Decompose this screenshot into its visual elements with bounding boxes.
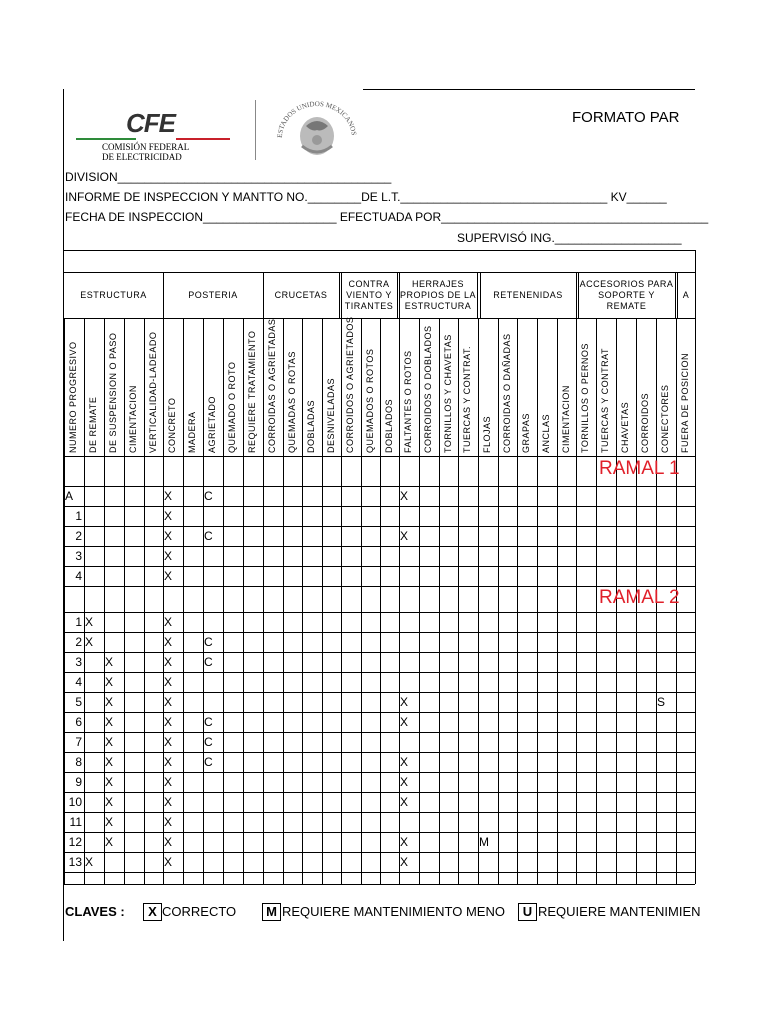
column-header: FALTANTES O ROTOS: [403, 350, 413, 453]
column-separator: [576, 318, 577, 884]
table-row-line: [63, 526, 695, 527]
column-separator: [283, 318, 284, 884]
fecha-field: FECHA DE INSPECCION____________________ EFECTUADA POR________________________________________: [65, 210, 709, 224]
column-separator: [458, 318, 459, 884]
table-cell: X: [105, 755, 114, 769]
row-number: A: [65, 489, 74, 503]
cfe-logo: [76, 104, 246, 164]
table-cell: X: [164, 855, 173, 869]
row-number: 5: [75, 695, 82, 709]
column-header: TORNILLOS O PERNOS: [580, 343, 590, 453]
clave-u-text: REQUIERE MANTENIMIEN: [538, 904, 701, 919]
column-separator: [439, 318, 440, 884]
clave-x-text: CORRECTO: [162, 904, 237, 919]
row-number: 2: [75, 529, 82, 543]
table-cell: X: [164, 655, 173, 669]
ramal1-row-top: [63, 486, 695, 487]
column-separator: [596, 318, 597, 884]
table-row-line: [63, 772, 695, 773]
column-header: CONECTORES: [660, 384, 670, 453]
table-cell: X: [105, 835, 114, 849]
table-row-line: [63, 632, 695, 633]
column-header: CORROIDOS O AGRIETADOS: [345, 316, 355, 453]
row-number: 10: [68, 795, 82, 809]
table-cell: X: [105, 815, 114, 829]
group-separator: [477, 272, 478, 318]
table-cell: X: [164, 735, 173, 749]
column-header: DE SUSPENSION O PASO: [108, 332, 118, 453]
group-next: A: [682, 289, 690, 300]
column-separator: [380, 318, 381, 884]
group-posteria: POSTERIA: [188, 289, 238, 300]
column-separator: [302, 318, 303, 884]
clave-u-box: U: [518, 903, 537, 921]
table-row-line: [63, 852, 695, 853]
column-separator: [361, 318, 362, 884]
row-number: 4: [75, 675, 82, 689]
column-separator: [557, 318, 558, 884]
national-seal: [272, 96, 362, 166]
table-cell: X: [400, 775, 409, 789]
row-number: 1: [75, 615, 82, 629]
clave-x-box: X: [143, 903, 162, 921]
column-header: AGRIETADO: [207, 396, 217, 453]
column-separator: [517, 318, 518, 884]
table-cell: C: [204, 635, 213, 649]
column-header: QUEMADAS O ROTAS: [287, 351, 297, 453]
table-row-line: [63, 712, 695, 713]
table-cell: X: [164, 569, 173, 583]
row-number: 13: [68, 855, 82, 869]
column-header: DESNIVELADAS: [326, 377, 336, 453]
table-cell: C: [204, 529, 213, 543]
row-number: 6: [75, 715, 82, 729]
column-header: CORROIDAS O DAÑADAS: [502, 333, 512, 453]
ramal2-row-top: [63, 612, 695, 613]
column-separator: [84, 318, 85, 884]
division-field: DIVISION_________________________________________: [65, 170, 392, 184]
column-header: CORROIDOS O DOBLADOS: [423, 325, 433, 453]
claves-label: CLAVES :: [65, 904, 125, 919]
table-cell: X: [105, 695, 114, 709]
cfe-logo-line2: DE ELECTRICIDAD: [102, 152, 182, 162]
column-header: DE REMATE: [88, 396, 98, 453]
table-cell: X: [400, 529, 409, 543]
column-header: GRAPAS: [521, 413, 531, 453]
table-cell: X: [400, 855, 409, 869]
row-number: 3: [75, 549, 82, 563]
logo-divider: [255, 100, 256, 160]
informe-field: INFORME DE INSPECCION Y MANTTO NO.________DE L.T._______________________________ KV______: [65, 190, 667, 204]
table-cell: X: [164, 755, 173, 769]
table-row-line: [63, 672, 695, 673]
table-cell: X: [105, 675, 114, 689]
column-separator: [341, 318, 342, 884]
cfe-logo-stripe-red: [176, 138, 230, 140]
group-retenidas: RETENENIDAS: [493, 289, 563, 300]
table-cell: X: [164, 815, 173, 829]
table-cell: X: [164, 529, 173, 543]
table-cell: X: [105, 795, 114, 809]
ramal-2-label: RAMAL 2: [599, 587, 680, 608]
column-separator: [537, 318, 538, 884]
column-separator: [223, 318, 224, 884]
column-header: CORROIDAS O AGRIETADAS: [267, 318, 277, 453]
cfe-logo-line1: COMISIÓN FEDERAL: [102, 142, 190, 152]
column-header: TUERCAS Y CONTRAT: [600, 347, 610, 453]
group-separator: [675, 272, 676, 318]
row-number: 11: [69, 815, 82, 829]
table-cell: X: [164, 715, 173, 729]
table-cell: X: [164, 615, 173, 629]
column-header: REQUIERE TRATAMIENTO: [247, 330, 257, 453]
column-header: DOBLADOS: [384, 398, 394, 453]
column-header: CHAVETAS: [620, 401, 630, 453]
table-cell: X: [164, 675, 173, 689]
group-separator: [397, 272, 398, 318]
table-row-line: [63, 812, 695, 813]
row-number: 7: [75, 735, 82, 749]
column-header: QUEMADOS O ROTOS: [365, 348, 375, 453]
table-row-line: [63, 832, 695, 833]
table-cell: X: [164, 549, 173, 563]
group-contra: CONTRA VIENTO Y TIRANTES: [344, 278, 394, 311]
header-divider-top: [63, 250, 695, 251]
page-title: FORMATO PAR: [572, 109, 680, 126]
column-header: VERTICALIDAD-LADEADO: [148, 331, 158, 453]
column-separator: [695, 318, 696, 884]
table-cell: C: [204, 489, 213, 503]
table-cell: X: [400, 695, 409, 709]
table-cell: C: [204, 755, 213, 769]
column-header: FLOJAS: [482, 415, 492, 453]
column-separator: [419, 318, 420, 884]
top-border: [363, 89, 695, 90]
table-row-line: [63, 752, 695, 753]
group-separator: [576, 272, 577, 318]
cfe-logo-stripe-green: [76, 138, 136, 140]
row-number: 4: [75, 569, 82, 583]
group-separator: [339, 272, 340, 318]
row-number: 8: [75, 755, 82, 769]
column-separator: [322, 318, 323, 884]
row-number: 9: [75, 775, 82, 789]
cfe-logo-text: CFE: [126, 108, 175, 138]
column-separator: [124, 318, 125, 884]
column-header: CIMENTACION: [561, 385, 571, 453]
superviso-field: SUPERVISÓ ING.___________________: [457, 231, 682, 245]
table-cell: X: [400, 835, 409, 849]
table-cell: S: [657, 695, 666, 709]
group-accesorios: ACCESORIOS PARA SOPORTE Y REMATE: [579, 278, 674, 311]
column-header: DOBLADAS: [306, 399, 316, 453]
column-header: NUMERO PROGRESIVO: [68, 341, 78, 453]
column-header-bottom: [63, 456, 695, 457]
table-row-line: [63, 652, 695, 653]
column-separator: [498, 318, 499, 884]
column-header: FUERA DE POSICION: [680, 352, 690, 453]
table-row-line: [63, 506, 695, 507]
table-row-line: [63, 792, 695, 793]
table-cell: M: [479, 835, 489, 849]
row-number: 2: [75, 635, 82, 649]
column-separator: [183, 318, 184, 884]
table-cell: C: [204, 735, 213, 749]
table-row-line: [63, 546, 695, 547]
table-cell: X: [105, 655, 114, 669]
table-cell: C: [204, 655, 213, 669]
table-cell: C: [204, 715, 213, 729]
table-cell: X: [105, 715, 114, 729]
column-header: CONCRETO: [167, 397, 177, 453]
table-cell: X: [85, 855, 94, 869]
table-cell: X: [164, 835, 173, 849]
table-cell: X: [400, 489, 409, 503]
table-cell: X: [164, 775, 173, 789]
row-number: 12: [68, 835, 82, 849]
table-row-line: [63, 566, 695, 567]
ramal-1-label: RAMAL 1: [599, 458, 680, 479]
column-header: CIMENTACION: [128, 385, 138, 453]
group-estructura: ESTRUCTURA: [80, 289, 147, 300]
table-cell: X: [164, 795, 173, 809]
column-separator: [64, 318, 65, 884]
row-number: 3: [75, 655, 82, 669]
table-cell: X: [164, 509, 173, 523]
column-separator: [144, 318, 145, 884]
column-header: TORNILLOS Y CHAVETAS: [443, 334, 453, 453]
table-cell: X: [105, 775, 114, 789]
table-row-line: [63, 732, 695, 733]
clave-m-text: REQUIERE MANTENIMIENTO MENO: [282, 904, 505, 919]
group-herrajes: HERRAJES PROPIOS DE LA ESTRUCTURA: [399, 278, 477, 311]
table-cell: X: [85, 615, 94, 629]
table-row-line: [63, 692, 695, 693]
table-cell: X: [85, 635, 94, 649]
column-header: TUERCAS Y CONTRAT.: [462, 345, 472, 453]
table-cell: X: [105, 735, 114, 749]
column-separator: [263, 318, 264, 884]
clave-m-box: M: [262, 903, 281, 921]
column-separator: [243, 318, 244, 884]
table-cell: X: [400, 715, 409, 729]
group-crucetas: CRUCETAS: [274, 289, 328, 300]
table-row-line: [63, 872, 695, 873]
column-header: CORROIDOS: [640, 392, 650, 453]
table-cell: X: [400, 795, 409, 809]
column-header: QUEMADO O ROTO: [227, 361, 237, 453]
column-separator: [478, 318, 479, 884]
table-cell: X: [164, 489, 173, 503]
seal-text: ESTADOS UNIDOS MEXICANOS: [275, 99, 358, 139]
column-separator: [203, 318, 204, 884]
table-cell: X: [164, 635, 173, 649]
group-header-bottom: [63, 318, 695, 319]
table-bottom: [63, 884, 695, 885]
row-number: 1: [75, 509, 82, 523]
column-header: MADERA: [187, 411, 197, 453]
column-header: ANCLAS: [541, 413, 551, 453]
table-cell: X: [164, 695, 173, 709]
table-cell: X: [400, 755, 409, 769]
